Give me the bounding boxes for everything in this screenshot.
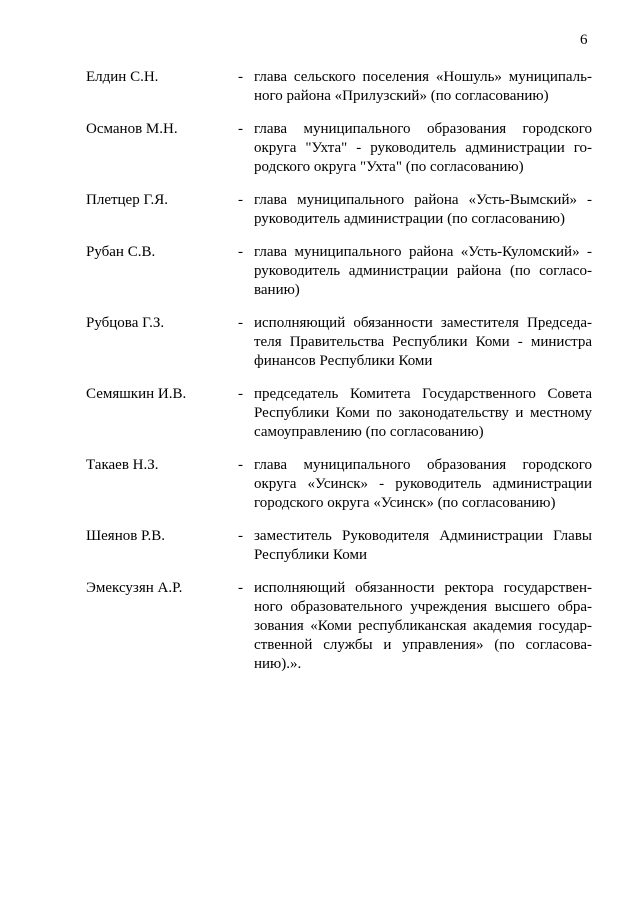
member-position: [254, 385, 592, 442]
member-dash: -: [238, 315, 243, 331]
position-line: зования «Коми республиканская академия государ-: [254, 618, 592, 634]
position-line: заместитель Руководителя Администрации Главы: [254, 528, 592, 544]
member-row: [86, 314, 592, 371]
position-line: ственной службы и управления» (по согласова-: [254, 637, 592, 653]
members-list: [86, 68, 592, 688]
position-line: глава муниципального образования городского: [254, 457, 592, 473]
position-line: нию).».: [254, 656, 302, 672]
member-name: Рубан С.В.: [86, 244, 156, 260]
member-position: [254, 456, 592, 513]
member-row: [86, 385, 592, 442]
position-line: глава муниципального района «Усть-Куломский» -: [254, 244, 592, 260]
member-dash: -: [238, 457, 243, 473]
position-line: ного района «Прилузский» (по согласованию): [254, 88, 549, 104]
member-dash: -: [238, 244, 243, 260]
position-line: глава сельского поселения «Ношуль» муниципаль-: [254, 69, 592, 85]
position-line: Республики Коми по законодательству и местному: [254, 405, 592, 421]
member-name: Эмексузян А.Р.: [86, 580, 183, 596]
position-line: исполняющий обязанности заместителя Председа-: [254, 315, 592, 331]
member-name: Семяшкин И.В.: [86, 386, 187, 402]
position-line: глава муниципального образования городского: [254, 121, 592, 137]
member-name: Такаев Н.З.: [86, 457, 159, 473]
member-dash: -: [238, 192, 243, 208]
member-dash: -: [238, 121, 243, 137]
position-line: ванию): [254, 282, 300, 298]
member-row: [86, 120, 592, 177]
page-number: 6: [580, 32, 588, 48]
member-row: [86, 579, 592, 674]
member-position: [254, 68, 592, 106]
member-row: [86, 191, 592, 229]
member-dash: -: [238, 528, 243, 544]
member-name: Рубцова Г.З.: [86, 315, 165, 331]
member-name: Шеянов Р.В.: [86, 528, 166, 544]
position-line: ного образовательного учреждения высшего обра-: [254, 599, 592, 615]
member-dash: -: [238, 69, 243, 85]
position-line: руководитель администрации (по согласованию): [254, 211, 565, 227]
position-line: председатель Комитета Государственного Совета: [254, 386, 592, 402]
member-row: [86, 456, 592, 513]
position-line: самоуправлению (по согласованию): [254, 424, 484, 440]
member-name: Елдин С.Н.: [86, 69, 159, 85]
member-position: [254, 120, 592, 177]
member-dash: -: [238, 386, 243, 402]
position-line: округа «Усинск» - руководитель администрации: [254, 476, 592, 492]
member-row: [86, 243, 592, 300]
member-position: [254, 243, 592, 300]
position-line: теля Правительства Республики Коми - министра: [254, 334, 592, 350]
position-line: городского округа «Усинск» (по согласованию): [254, 495, 556, 511]
position-line: Республики Коми: [254, 547, 367, 563]
position-line: родского округа "Ухта" (по согласованию): [254, 159, 524, 175]
position-line: округа "Ухта" - руководитель администрации го-: [254, 140, 592, 156]
member-position: [254, 579, 592, 674]
position-line: финансов Республики Коми: [254, 353, 433, 369]
position-line: руководитель администрации района (по согласо-: [254, 263, 592, 279]
member-position: [254, 527, 592, 565]
member-position: [254, 314, 592, 371]
member-position: [254, 191, 592, 229]
position-line: исполняющий обязанности ректора государствен-: [254, 580, 592, 596]
member-name: Плетцер Г.Я.: [86, 192, 168, 208]
member-row: [86, 527, 592, 565]
member-name: Османов М.Н.: [86, 121, 178, 137]
member-row: [86, 68, 592, 106]
position-line: глава муниципального района «Усть-Вымский» -: [254, 192, 592, 208]
member-dash: -: [238, 580, 243, 596]
